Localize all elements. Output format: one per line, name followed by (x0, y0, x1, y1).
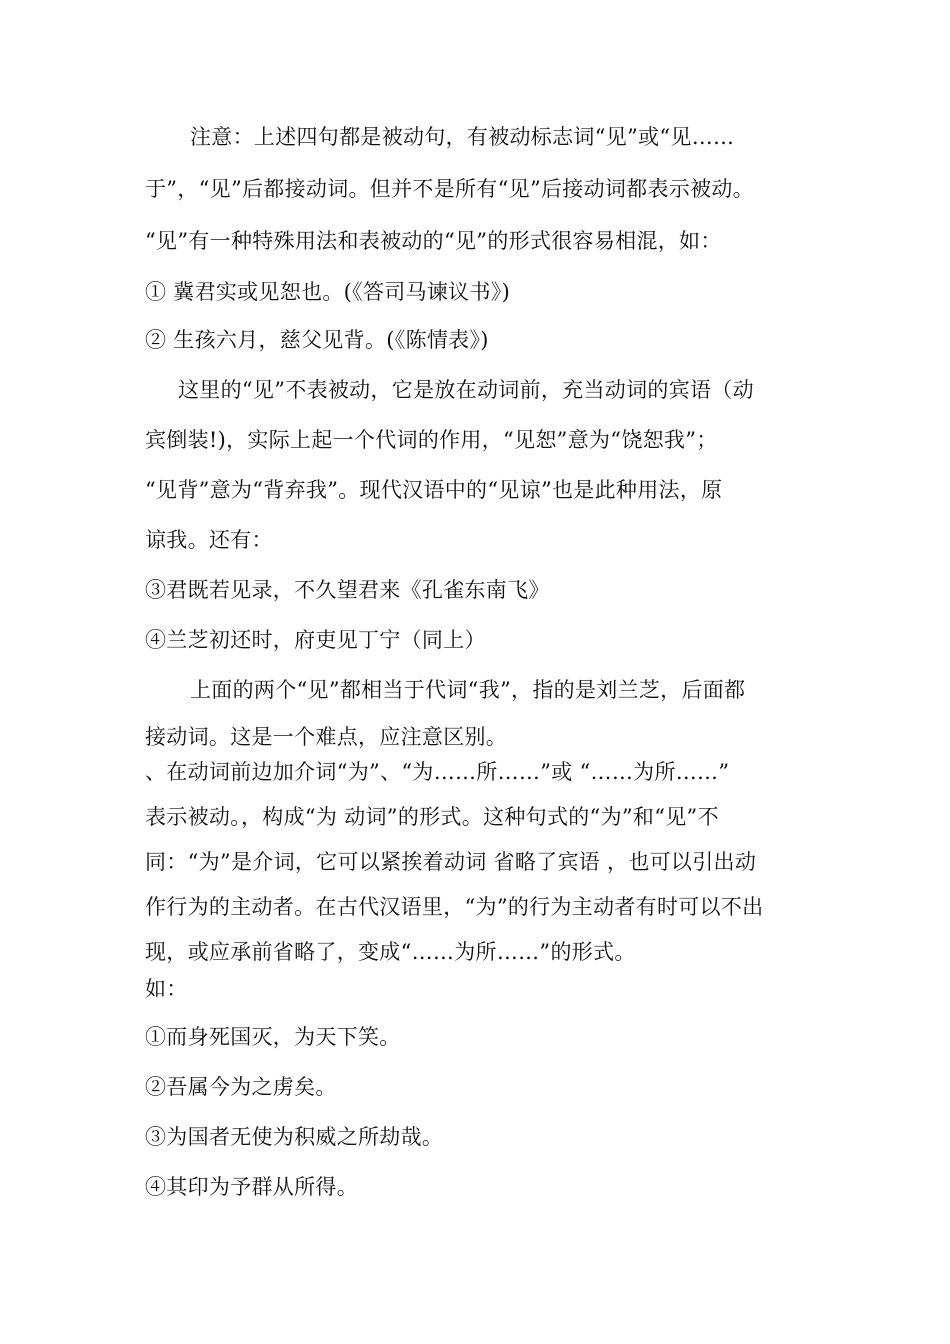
paragraph-line: 、在动词前边加介词“为”、“为……所……”或 “……为所……” (145, 760, 730, 784)
example-line: ①而身死国灭，为天下笑。 (145, 1025, 401, 1049)
example-line: ③为国者无使为积威之所劫哉。 (145, 1125, 444, 1149)
paragraph-line: “见背”意为“背弃我”。现代汉语中的“见谅”也是此种用法，原 (145, 478, 723, 502)
paragraph-line: 上面的两个“见”都相当于代词“我”，指的是刘兰芝，后面都 (190, 678, 746, 702)
paragraph-line: 注意：上述四句都是被动句，有被动标志词“见”或“见…… (190, 125, 735, 149)
example-line: ②吾属今为之虏矣。 (145, 1075, 337, 1099)
paragraph-line: 接动词。这是一个难点，应注意区别。 (145, 725, 508, 749)
paragraph-line: 于”，“见”后都接动词。但并不是所有“见”后接动词都表示被动。 (145, 177, 754, 201)
paragraph-line: 作行为的主动者。在古代汉语里，“为”的行为主动者有时可以不出 (145, 895, 764, 919)
paragraph-line: 这里的“见”不表被动，它是放在动词前，充当动词的宾语（动 (178, 378, 754, 402)
paragraph-line: 同：“为”是介词，它可以紧挨着动词 省略了宾语 ，也可以引出动 (145, 850, 757, 874)
paragraph-line: 谅我。还有： (145, 528, 273, 552)
paragraph-line: 表示被动。，构成“为 动词”的形式。这种句式的“为”和“见”不 (145, 805, 719, 829)
example-line: ④其印为予群从所得。 (145, 1175, 358, 1199)
example-line: ① 冀君实或见恕也。(《答司马谏议书》) (145, 280, 511, 304)
paragraph-line: 宾倒装!)，实际上起一个代词的作用，“见恕”意为“饶恕我”； (145, 428, 718, 452)
example-line: ③君既若见录，不久望君来《孔雀东南飞》 (145, 578, 550, 602)
paragraph-line: 现，或应承前省略了，变成“……为所……”的形式。 (145, 940, 636, 964)
paragraph-line: 如： (145, 977, 188, 1001)
paragraph-line: “见”有一种特殊用法和表被动的“见”的形式很容易相混，如： (145, 229, 722, 253)
example-line: ④兰芝初还时，府吏见丁宁（同上） (145, 628, 486, 652)
example-line: ② 生孩六月，慈父见背。(《陈情表》) (145, 328, 489, 352)
